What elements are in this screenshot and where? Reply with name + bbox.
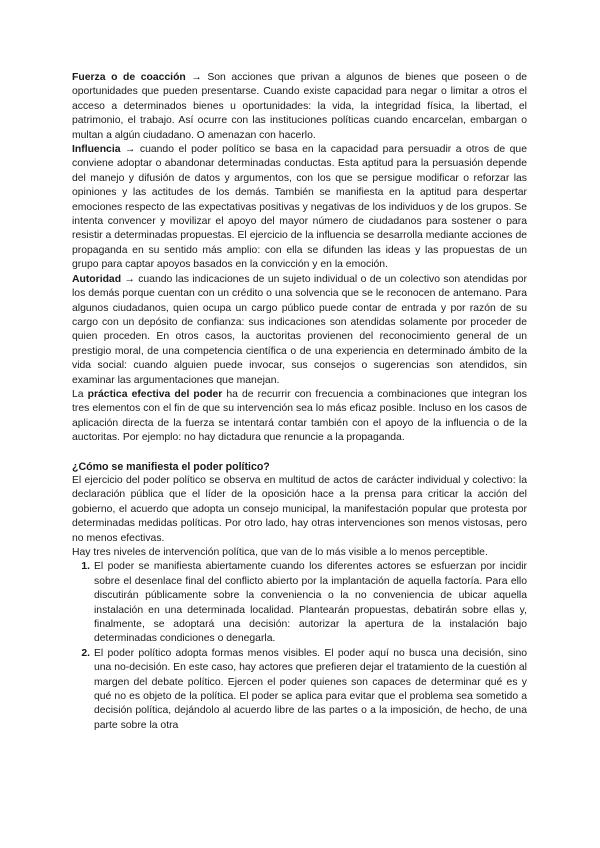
practice-prefix: La — [72, 388, 88, 400]
text-influencia: → cuando el poder político se basa en la capacidad para persuadir a otros de que conviene adoptar o abandonar determinadas conductas. Esta aptitud para la persuasión depende del manejo y difusión de datos y argumentos, con los que se persigue modificar o reforzar las opiniones y las actitudes de los demás. También se manifiesta en la aptitud para despertar emociones respecto de las expectativas positivas y negativas de los individuos y de los grupos. Se intenta convencer y movilizar el apoyo del mayor número de ciudadanos para sostener o para resistir a determinadas propuestas. El ejercicio de la influencia se desarrolla mediante acciones de propaganda en su sentido más amplio: con ella se difunden las ideas y las propuestas de un grupo para captar apoyos basados en la convicción y en la emoción. — [72, 144, 527, 271]
document-page — [72, 71, 527, 733]
list-number: 2. — [81, 647, 90, 659]
text-fuerza: → Son acciones que privan a algunos de bienes que poseen o de oportunidades que pueden presentarse. Cuando existe capacidad para negar o limitar a otros el acceso a determinados bienes u oportunidades: la vida, la integridad física, la libertad, el patrimonio, el trabajo. Así ocurre con las instituciones políticas cuando encarcelan, embargan o multan a algún ciudadano. O amenazan con hacerlo. — [72, 72, 527, 141]
paragraph-practica — [72, 388, 527, 446]
paragraph-influencia — [72, 143, 527, 273]
term-practica: práctica efectiva del poder — [87, 388, 223, 400]
paragraph-fuerza — [72, 71, 527, 143]
list-item — [72, 560, 527, 646]
list-item-text: El poder político adopta formas menos visibles. El poder aquí no busca una decisión, sino una no-decisión. En este caso, hay actores que prefieren dejar el tratamiento de la cuestión al margen del debate político. Ejercen el poder quienes son capaces de determinar qué es y qué no es objeto de la política. El poder se aplica para evitar que el problema sea sometido a decisión política, dejándolo al acuerdo libre de las partes o a la imposición, de hecho, de una parte sobre la otra — [94, 647, 527, 731]
paragraph-autoridad — [72, 273, 527, 388]
section-heading: ¿Cómo se manifiesta el poder político? — [72, 460, 270, 473]
list-item-text: El poder se manifiesta abiertamente cuando los diferentes actores se esfuerzan por incidir sobre el desenlace final del conflicto abierto por la implantación de aquella factoría. Para ello discutirán públicamente sobre la conveniencia o la no conveniencia de ubicar aquella instalación en una determinada localidad. Plantearán propuestas, debatirán sobre ellas y, finalmente, se adoptará una decisión: autorizar la apertura de la instalación bajo determinadas condiciones o denegarla. — [94, 561, 527, 645]
text-autoridad: → cuando las indicaciones de un sujeto individual o de un colectivo son atendidas por los demás porque cuentan con un crédito o una solvencia que se le reconocen de antemano. Para algunos ciudadanos, quien ocupa un cargo público puede contar de entrada y por razón de su cargo con un depósito de confianza: sus indicaciones son atendidas solamente por proceder de quien proceden. En otros casos, la auctoritas provienen del reconocimiento general de un prestigio moral, de una competencia científica o de una experiencia en determinado ámbito de la vida social: cuando alguien puede invocar, sus consejos o sugerencias son atendidos, sin examinar las argumentaciones que manejan. — [72, 273, 527, 386]
paragraph-manifest-intro: El ejercicio del poder político se observa en multitud de actos de carácter individual y colectivo: la declaración pública que el líder de la oposición hace a la prensa para criticar la acción del gobierno, el acuerdo que adopta un consejo municipal, la manifestación popular que protesta por determinadas medidas políticas. Por otro lado, hay otras intervenciones son menos vistosas, pero no menos efectivas. — [72, 474, 527, 544]
levels-list — [72, 560, 527, 733]
term-influencia: Influencia — [72, 144, 121, 156]
term-autoridad: Autoridad — [72, 273, 122, 285]
term-fuerza: Fuerza o de coacción — [72, 72, 186, 83]
paragraph-levels-intro: Hay tres niveles de intervención política, que van de lo más visible a lo menos perceptible. — [72, 547, 488, 558]
list-number: 1. — [81, 561, 90, 573]
list-item — [72, 647, 527, 733]
practice-text: ha de recurrir con frecuencia a combinaciones que integran los tres elementos con el fin de que su intervención sea lo más eficaz posible. Incluso en los casos de aplicación directa de la fuerza se intentará contar también con el apoyo de la influencia o de la auctoritas. Por ejemplo: no hay dictadura que renuncie a la propaganda. — [72, 388, 527, 444]
